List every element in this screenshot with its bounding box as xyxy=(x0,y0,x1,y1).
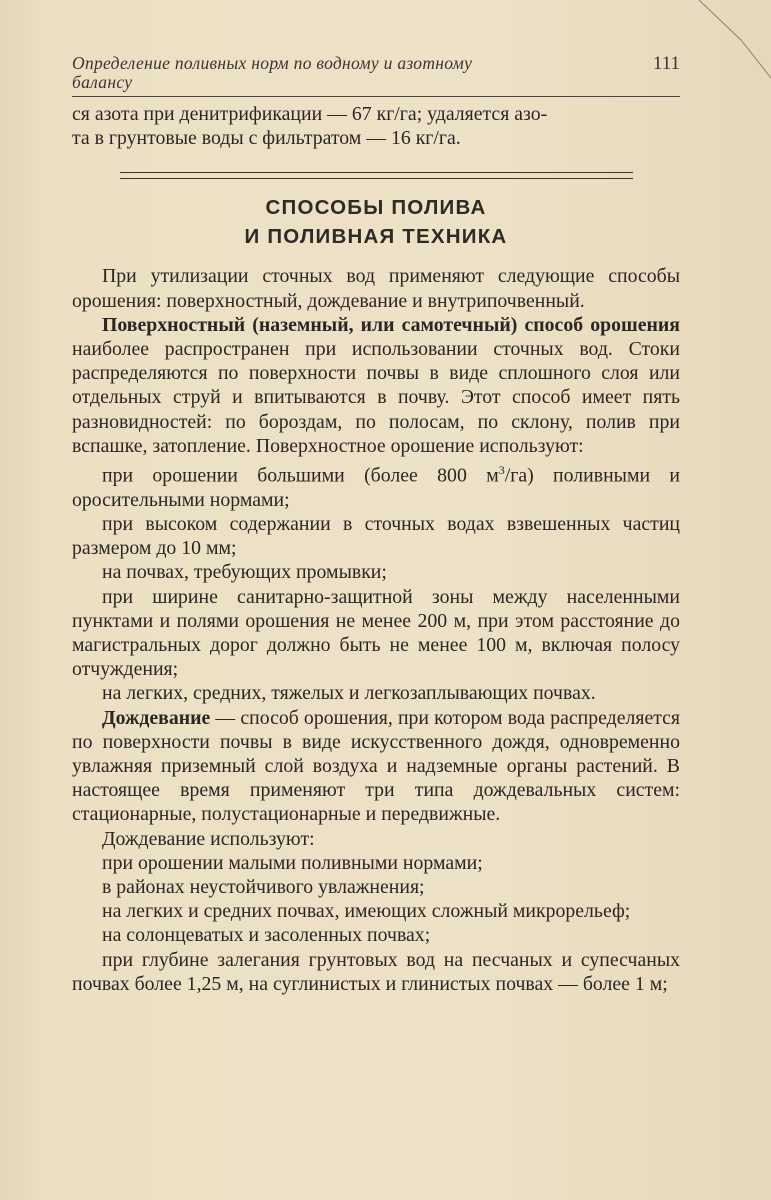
list-item: на легких, средних, тяжелых и легкозаплывающих почвах. xyxy=(102,682,596,705)
running-title xyxy=(72,54,592,92)
section-heading xyxy=(72,193,680,251)
header-rule xyxy=(72,96,680,97)
paragraph-sprinkling xyxy=(72,706,680,827)
list-item: на почвах, требующих промывки; xyxy=(102,561,387,584)
list-item: в районах неустойчивого увлажнения; xyxy=(102,876,425,899)
section-divider xyxy=(120,172,633,179)
paragraph-sprinkling-uses: Дождевание используют: xyxy=(102,827,315,850)
list-item: на солонцеватых и засоленных почвах; xyxy=(102,924,431,947)
list-item: при высоком содержании в сточных водах взвешенных частиц размером до 10 мм; xyxy=(72,513,680,560)
paragraph-intro: При утилизации сточных вод применяют следующие способы орошения: поверхностный, дождевание и внутрипочвенный. xyxy=(72,265,680,312)
section-heading-line1: СПОСОБЫ ПОЛИВА xyxy=(265,196,487,220)
term-sprinkling: Дождевание xyxy=(102,706,211,729)
page-corner-fold xyxy=(681,0,771,80)
term-surface-irrigation: Поверхностный (наземный, или самотечный) способ орошения xyxy=(102,313,680,336)
superscript: 3 xyxy=(498,463,505,478)
running-header xyxy=(72,54,680,92)
section-heading-line2: И ПОЛИВНАЯ ТЕХНИКА xyxy=(244,225,508,249)
list-item: при орошении малыми поливными нормами; xyxy=(102,851,483,874)
list-item: на легких и средних почвах, имеющих сложный микрорельеф; xyxy=(102,900,631,923)
list-item-text: при орошении большими (более 800 м xyxy=(102,464,499,487)
list-item: при глубине залегания грунтовых вод на песчаных и супесчаных почвах более 1,25 м, на суглинистых и глинистых почвах — более 1 м; xyxy=(72,948,680,995)
intro-line2: та в грунтовые воды с фильтратом — 16 кг/га. xyxy=(72,127,461,150)
sprinkling-text: — способ орошения, при котором вода распределяется по поверхности почвы в виде искусственного дождя, одновременно увлажняя приземный слой воздуха и надземные органы растений. В настоящее время применяют три типа дождевальных систем: стационарные, полустационарные и передвижные. xyxy=(72,706,680,826)
page-body xyxy=(72,102,680,996)
running-title-line2: балансу xyxy=(72,72,133,92)
intro-line1: ся азота при денитрификации — 67 кг/га; удаляется азо- xyxy=(72,103,548,125)
paragraph-surface-irrigation xyxy=(72,313,680,458)
page-number: 111 xyxy=(652,53,680,74)
list-item-text: /га) поливными и оросительными нормами; xyxy=(72,464,680,511)
running-title-line1: Определение поливных норм по водному и азотному xyxy=(72,53,473,73)
surface-irrigation-text: наиболее распространен при использовании сточных вод. Стоки распределяются по поверхности почвы в виде сплошного слоя или отдельных струй и впитываются в почву. Этот способ имеет пять разновидностей: по бороздам, по полосам, по склону, полив при вспашке, затопление. Поверхностное орошение используют: xyxy=(72,338,680,457)
list-item xyxy=(72,458,680,512)
list-item: при ширине санитарно-защитной зоны между населенными пунктами и полями орошения не менее 200 м, при этом расстояние до магистральных дорог должно быть не менее 100 м, включая полосу отчуждения; xyxy=(72,585,680,681)
